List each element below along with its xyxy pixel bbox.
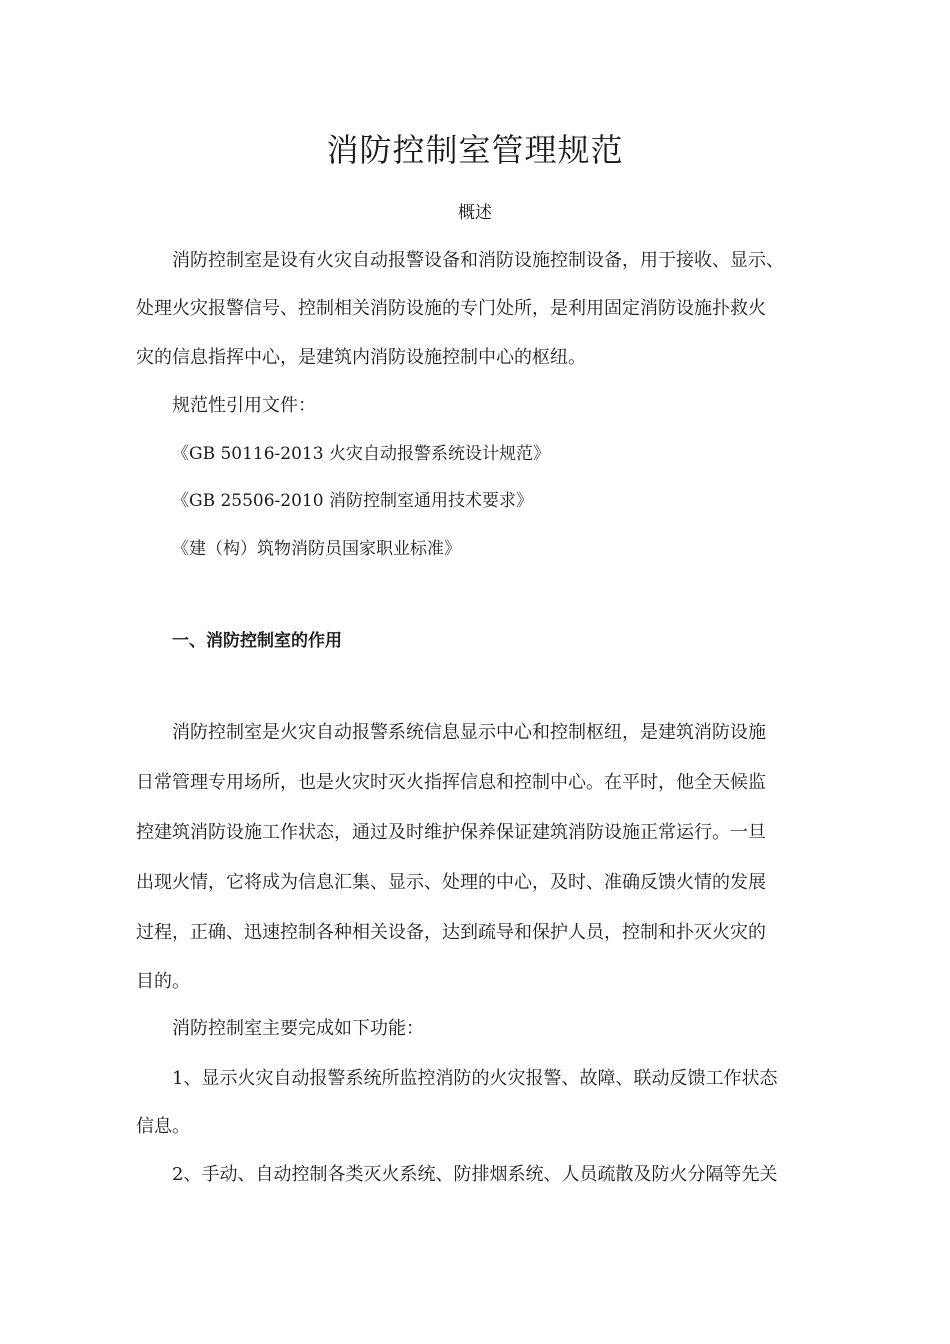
section-line-4: 出现火情，它将成为信息汇集、显示、处理的中心，及时、准确反馈火情的发展 [136, 872, 766, 893]
intro-line-2: 处理火灾报警信号、控制相关消防设施的专门处所，是利用固定消防设施扑救火 [136, 298, 766, 319]
function-2-line-1: 2、手动、自动控制各类灭火系统、防排烟系统、人员疏散及防火分隔等先关 [172, 1164, 778, 1185]
functions-heading: 消防控制室主要完成如下功能： [172, 1018, 424, 1039]
section-line-2: 日常管理专用场所，也是火灾时灭火指挥信息和控制中心。在平时，他全天候监 [136, 772, 766, 793]
section-line-1: 消防控制室是火灾自动报警系统信息显示中心和控制枢纽，是建筑消防设施 [172, 722, 766, 743]
intro-line-1: 消防控制室是设有火灾自动报警设备和消防设施控制设备，用于接收、显示、 [172, 250, 784, 271]
reference-item-2: 《GB 25506-2010 消防控制室通用技术要求》 [172, 491, 533, 511]
section-line-5: 过程，正确、迅速控制各种相关设备，达到疏导和保护人员，控制和扑灭火灾的 [136, 922, 766, 943]
section-line-6: 目的。 [136, 971, 190, 992]
function-1-line-1: 1、显示火灾自动报警系统所监控消防的火灾报警、故障、联动反馈工作状态 [172, 1068, 778, 1089]
section-heading: 一、消防控制室的作用 [172, 631, 342, 651]
references-heading: 规范性引用文件： [172, 395, 316, 416]
function-1-line-2: 信息。 [136, 1116, 190, 1137]
section-line-3: 控建筑消防设施工作状态，通过及时维护保养保证建筑消防设施正常运行。一旦 [136, 822, 766, 843]
intro-line-3: 灾的信息指挥中心，是建筑内消防设施控制中心的枢纽。 [136, 347, 586, 368]
document-subtitle: 概述 [458, 203, 492, 223]
reference-item-1: 《GB 50116-2013 火灾自动报警系统设计规范》 [172, 444, 550, 464]
document-title: 消防控制室管理规范 [326, 131, 624, 169]
reference-item-3: 《建（构）筑物消防员国家职业标准》 [172, 539, 461, 559]
